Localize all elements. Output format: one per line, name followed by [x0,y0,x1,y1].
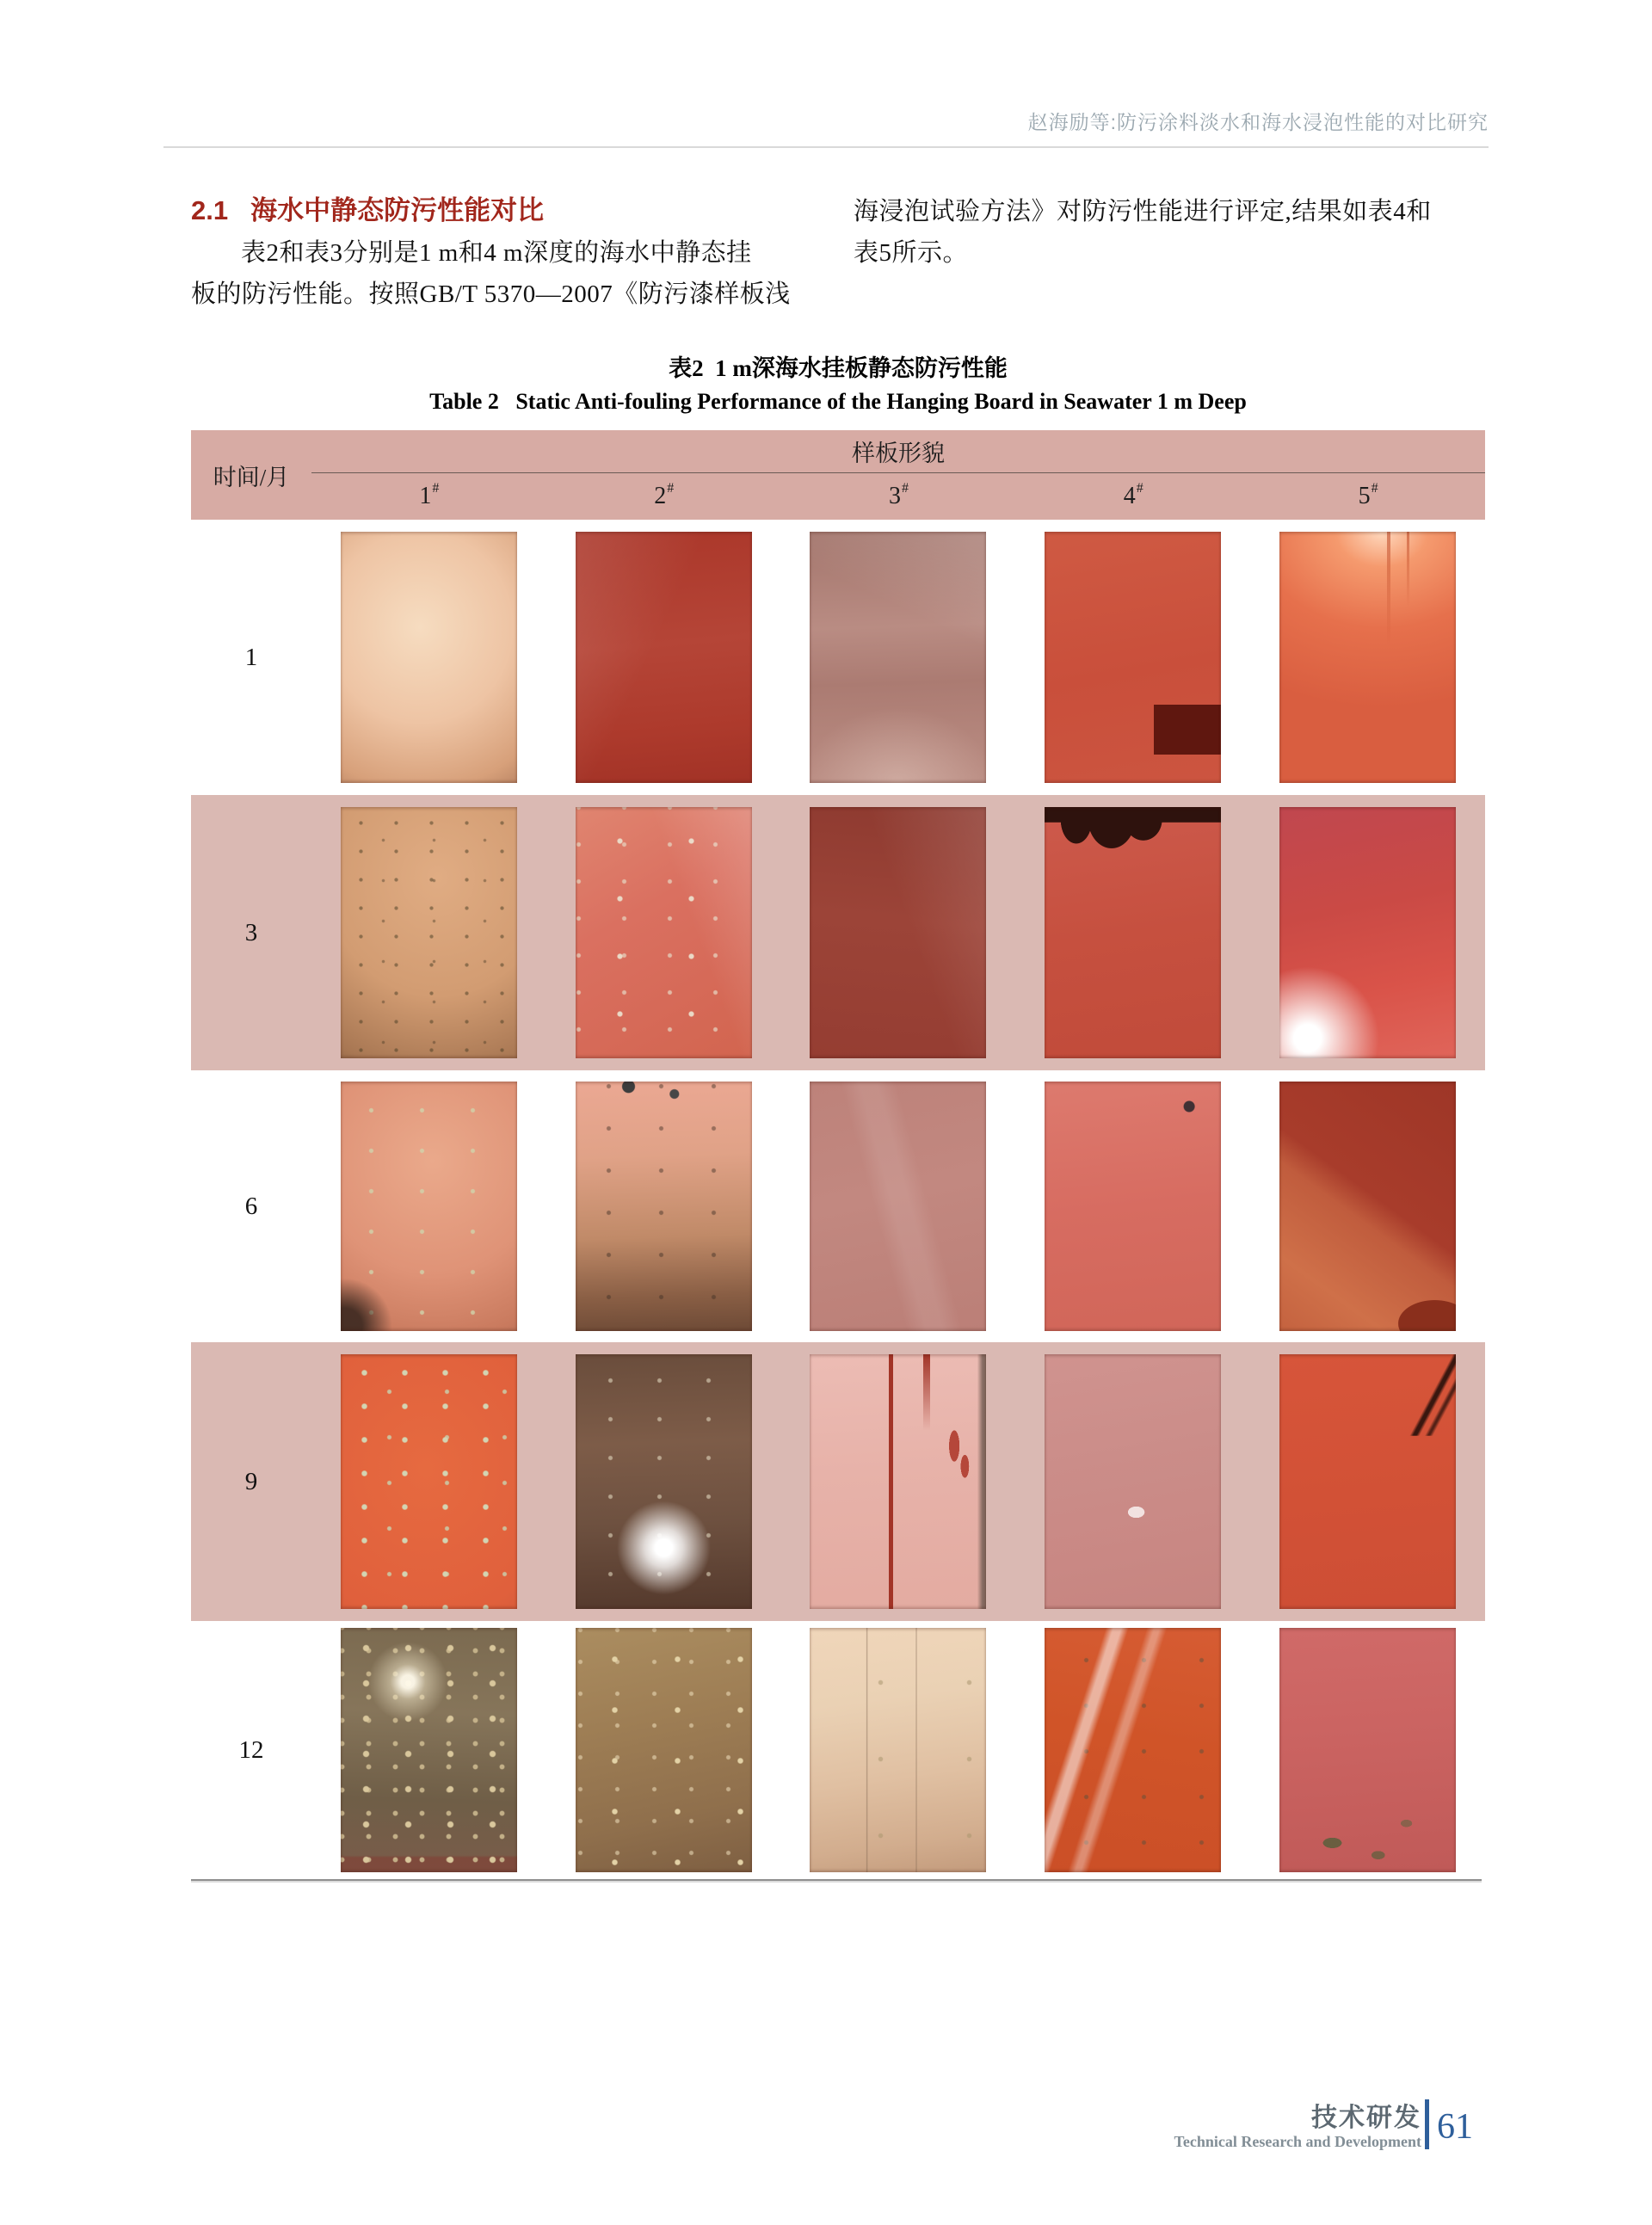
board-month9-sample5 [1279,1354,1456,1609]
board-month9-sample3 [810,1354,986,1609]
table-header [191,430,1485,520]
board-month12-sample2 [576,1628,752,1872]
board-month12-sample1 [341,1628,517,1872]
board-month12-sample3 [810,1628,986,1872]
column-headers [311,473,1485,520]
board-month3-sample2 [576,807,752,1058]
section-heading [191,188,544,227]
body-text-right-line1: 海浸泡试验方法》对防污性能进行评定,结果如表4和 [854,198,1432,225]
board-month3-sample5-cell [1250,795,1485,1070]
board-month1-sample3 [810,532,986,783]
column-header-1: 1 # [419,481,440,509]
board-month3-sample3 [810,807,986,1058]
board-month9-sample4 [1045,1354,1221,1609]
board-month12-sample1-cell [311,1621,546,1879]
board-month3-sample3-cell [781,795,1016,1070]
board-month6-sample3-cell [781,1070,1016,1342]
table-row-month-1 [191,520,1485,795]
body-text-right-line2: 表5所示。 [854,239,969,267]
board-month1-sample5 [1279,532,1456,783]
board-month1-sample4-cell [1015,520,1250,795]
board-month9-sample1-cell [311,1342,546,1621]
board-month1-sample1 [341,532,517,783]
section-number: 2.1 [191,195,229,225]
table-row-month-12 [191,1621,1485,1879]
board-month6-sample4-cell [1015,1070,1250,1342]
board-month12-sample5-cell [1250,1621,1485,1879]
board-month6-sample1 [341,1082,517,1331]
row-label-month-6: 6 [244,1192,258,1220]
running-head: 赵海励等:防污涂料淡水和海水浸泡性能的对比研究 [1027,111,1489,133]
body-text-left-line1: 表2和表3分别是1 m和4 m深度的海水中静态挂 [241,239,752,267]
board-month3-sample1 [341,807,517,1058]
board-month6-sample2-cell [546,1070,781,1342]
board-month3-sample4 [1045,807,1221,1058]
board-month6-sample2 [576,1082,752,1331]
board-month1-sample3-cell [781,520,1016,795]
board-month12-sample4-cell [1015,1621,1250,1879]
board-month12-sample4 [1045,1628,1221,1872]
board-month9-sample3-cell [781,1342,1016,1621]
row-label-month-1: 1 [244,643,258,671]
table-row-month-9 [191,1342,1485,1621]
body-text-left-line2: 板的防污性能。按照GB/T 5370—2007《防污漆样板浅 [191,280,791,308]
footer-section-title-cn: 技术研发 [1311,2104,1421,2132]
row-label-month-12: 12 [238,1735,264,1764]
footer-divider-bar [1425,2099,1429,2149]
sample-columns-header [311,430,1485,520]
board-month12-sample3-cell [781,1621,1016,1879]
page-number: 61 [1437,2107,1473,2147]
board-month6-sample3 [810,1082,986,1331]
board-month1-sample5-cell [1250,520,1485,795]
board-month12-sample2-cell [546,1621,781,1879]
board-month9-sample5-cell [1250,1342,1485,1621]
board-month12-sample5 [1279,1628,1456,1872]
footer-section-title-en: Technical Research and Development [1174,2133,1421,2150]
board-month1-sample4 [1045,532,1221,783]
board-month3-sample5 [1279,807,1456,1058]
board-month3-sample2-cell [546,795,781,1070]
board-month6-sample4 [1045,1082,1221,1331]
board-month6-sample5 [1279,1082,1456,1331]
table-caption-en: Table 2 Static Anti-fouling Performance of the Hanging Board in Seawater 1 m Deep [429,389,1247,414]
board-month9-sample1 [341,1354,517,1609]
time-column-header: 时间/月 [213,464,290,490]
row-label-month-3: 3 [244,918,258,946]
board-month9-sample2-cell [546,1342,781,1621]
column-header-4: 4 # [1123,481,1143,509]
section-title: 海水中静态防污性能对比 [250,195,545,225]
board-month1-sample2-cell [546,520,781,795]
board-month9-sample2 [576,1354,752,1609]
table-row-month-3 [191,795,1485,1070]
table-row-month-6 [191,1070,1485,1342]
table-caption-cn: 表2 1 m深海水挂板静态防污性能 [669,355,1008,381]
column-header-2: 2 # [654,481,675,509]
board-month3-sample1-cell [311,795,546,1070]
column-header-5: 5 # [1358,481,1378,509]
header-rule [163,146,1489,148]
board-month9-sample4-cell [1015,1342,1250,1621]
column-header-3: 3 # [888,481,909,509]
table-bottom-rule [191,1879,1482,1883]
board-month1-sample2 [576,532,752,783]
table-body [191,520,1485,1879]
board-month6-sample1-cell [311,1070,546,1342]
anti-fouling-table [191,430,1485,1879]
board-month1-sample1-cell [311,520,546,795]
row-label-month-9: 9 [244,1467,258,1495]
board-month6-sample5-cell [1250,1070,1485,1342]
sample-appearance-label: 样板形貌 [852,441,945,466]
board-month3-sample4-cell [1015,795,1250,1070]
